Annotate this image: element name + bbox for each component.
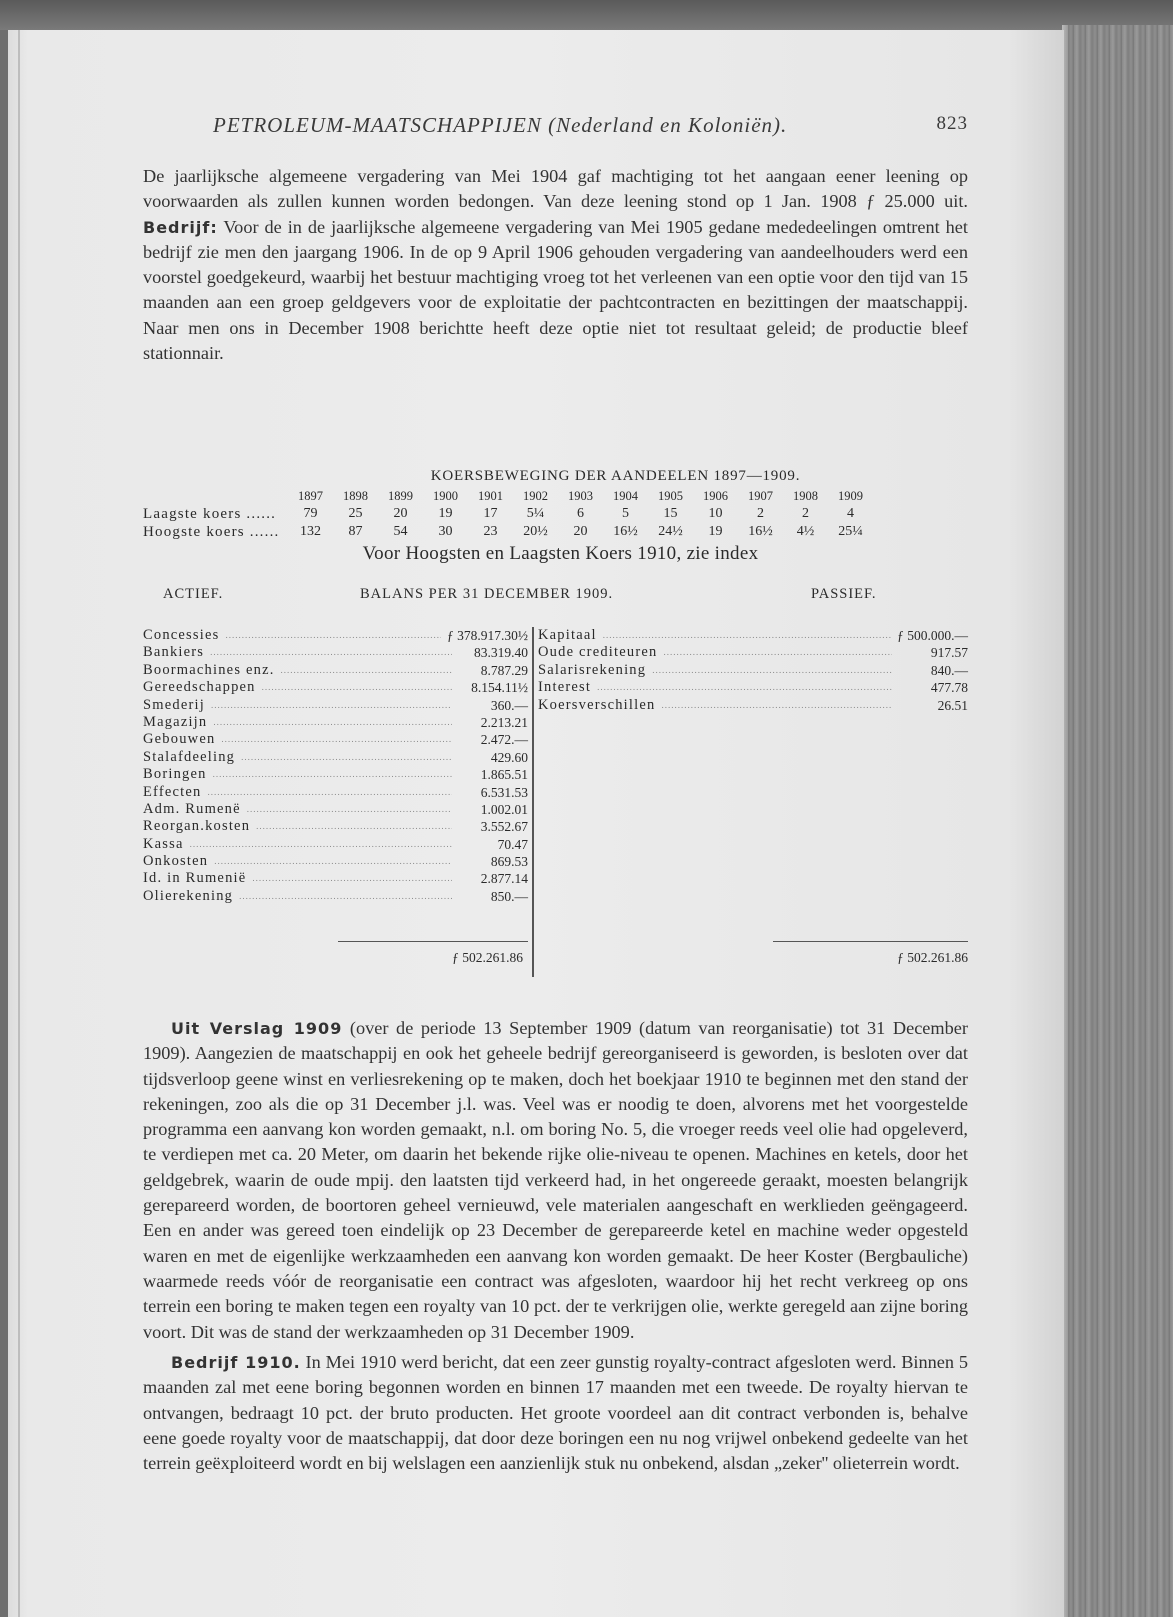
balance-item-value: 3.552.67	[480, 819, 528, 835]
balance-item-label: Gereedschappen	[143, 679, 256, 696]
balance-row	[143, 731, 528, 748]
business-1910-paragraph	[143, 1350, 968, 1476]
balance-item-value: 70.47	[497, 836, 528, 852]
balance-item-label: Stalafdeeling	[143, 748, 236, 765]
leader-dots	[225, 627, 441, 644]
year-header-row	[143, 487, 873, 505]
balance-item-label: Magazijn	[143, 713, 208, 730]
leader-dots	[214, 853, 452, 870]
report-1909-paragraph	[143, 1016, 968, 1345]
balance-row	[538, 662, 968, 679]
leader-dots	[221, 731, 452, 748]
price-cell: 4½	[796, 524, 815, 539]
intro-bold-heading: Bedrijf:	[143, 217, 218, 237]
total-rule-right	[773, 941, 968, 942]
balance-item-value: 6.531.53	[480, 784, 528, 800]
balance-item-label: Kassa	[143, 835, 184, 852]
leader-dots	[247, 801, 452, 818]
balance-item-value: 1.865.51	[480, 767, 528, 783]
column-divider	[532, 627, 534, 977]
balance-row	[143, 801, 528, 818]
balance-row	[143, 888, 528, 905]
balance-item-value: 869.53	[490, 854, 528, 870]
row-label: Laagste koers ......	[143, 505, 277, 522]
year-cell: 1908	[793, 488, 818, 503]
year-cell: 1903	[568, 488, 593, 503]
intro-text-1: De jaarlijksche algemeene vergadering van Mei 1904 gaf machtiging tot het aangaan eener leening op voorwaarden als zullen kunnen worden bedongen. Van deze leening stond op 1 Jan. 1908 ƒ 25.000 uit.	[143, 166, 968, 212]
balance-item-label: Id. in Rumenië	[143, 870, 247, 887]
business-1910-heading: Bedrijf 1910.	[171, 1353, 301, 1372]
leader-dots	[256, 818, 452, 835]
year-cell: 1898	[343, 488, 368, 503]
share-price-note: Voor Hoogsten en Laagsten Koers 1910, zie index	[362, 543, 759, 564]
balance-item-value: 477.78	[930, 680, 968, 696]
balance-row	[143, 749, 528, 766]
balance-item-value: 83.319.40	[474, 645, 528, 661]
price-cell: 17	[483, 506, 498, 521]
year-cell: 1900	[433, 488, 458, 503]
running-title: PETROLEUM-MAATSCHAPPIJEN (Nederland en Koloniën).	[213, 113, 788, 137]
passief-heading: PASSIEF.	[811, 586, 877, 602]
price-cell: 16½	[613, 524, 638, 539]
balance-item-label: Concessies	[143, 627, 220, 643]
share-price-table	[143, 487, 873, 541]
balance-item-label: Onkosten	[143, 853, 209, 870]
balance-item-value: ƒ 500.000.—	[897, 628, 968, 643]
passief-column	[538, 627, 968, 714]
business-1910-text: In Mei 1910 werd bericht, dat een zeer gunstig royalty-contract afgesloten werd. Binnen 5 maanden zal met eene boring begonnen worden en binnen 17 maanden met een tweede. De royalty hiervan te ontvangen, bedraagt 10 pct. der bruto producten. Het groote voordeel aan dit contract verbonden is, behalve eene goede royalty voor de maatschappij, dat door deze boringen een nu nog vrijwel onbekend gedeelte van het terrein geëxploiteerd wordt en bij welslagen een aanzienlijk stuk nu onbekend, alsdan „zeker'' olieterrein wordt.	[143, 1352, 968, 1474]
price-cell: 54	[393, 524, 408, 539]
year-cell: 1901	[478, 488, 503, 503]
balance-item-label: Olierekening	[143, 887, 234, 904]
balance-row	[143, 853, 528, 870]
price-cell: 20½	[523, 524, 548, 539]
year-cell: 1899	[388, 488, 413, 503]
intro-paragraph	[143, 164, 968, 366]
leader-dots	[241, 749, 452, 766]
balance-row	[143, 662, 528, 679]
book-page	[8, 30, 1064, 1617]
balance-item-label: Adm. Rumenë	[143, 800, 241, 817]
balance-item-value: ƒ 378.917.30½	[447, 628, 528, 643]
balance-row	[143, 784, 528, 801]
balance-item-label: Effecten	[143, 783, 202, 800]
share-price-title: KOERSBEWEGING DER AANDEELEN 1897—1909.	[430, 468, 801, 484]
total-actief: ƒ 502.261.86	[452, 950, 523, 965]
leader-dots	[603, 627, 891, 644]
balance-row	[143, 627, 528, 644]
leader-dots	[281, 662, 452, 679]
running-header	[213, 113, 968, 138]
price-cell: 5¼	[526, 506, 545, 521]
leader-dots	[239, 888, 452, 905]
price-cell: 20	[573, 524, 588, 539]
year-cell: 1906	[703, 488, 728, 503]
balance-item-label: Koersverschillen	[538, 696, 656, 713]
leader-dots	[252, 870, 452, 887]
balance-item-value: 360.—	[490, 697, 528, 713]
year-cell: 1902	[523, 488, 548, 503]
balance-item-value: 917.57	[930, 645, 968, 661]
leader-dots	[190, 836, 452, 853]
balance-item-value: 8.787.29	[480, 662, 528, 678]
price-cell: 15	[663, 506, 678, 521]
lowest-price-row	[143, 505, 873, 523]
balance-item-label: Gebouwen	[143, 731, 216, 748]
balance-row	[143, 818, 528, 835]
leader-dots	[211, 697, 452, 714]
row-label: Hoogste koers ......	[143, 523, 280, 540]
balance-item-value: 26.51	[937, 697, 968, 713]
leader-dots	[207, 784, 452, 801]
price-cell: 6	[577, 506, 584, 521]
price-cell: 16½	[748, 524, 773, 539]
balance-item-value: 840.—	[930, 662, 968, 678]
leader-dots	[213, 766, 452, 783]
price-cell: 79	[303, 506, 318, 521]
balance-item-value: 1.002.01	[480, 801, 528, 817]
balance-item-label: Oude crediteuren	[538, 644, 658, 661]
leader-dots	[652, 662, 892, 679]
total-rule-left	[338, 941, 528, 942]
year-cell: 1905	[658, 488, 683, 503]
balance-row	[538, 644, 968, 661]
balance-item-label: Salarisrekening	[538, 661, 647, 678]
leader-dots	[210, 644, 452, 661]
year-cell: 1904	[613, 488, 638, 503]
balance-item-value: 429.60	[490, 749, 528, 765]
page-number: 823	[936, 113, 968, 134]
balance-row	[538, 627, 968, 644]
price-cell: 19	[708, 524, 723, 539]
balance-item-value: 2.472.—	[480, 732, 528, 748]
leader-dots	[213, 714, 452, 731]
price-cell: 5	[622, 506, 629, 521]
price-cell: 132	[300, 524, 321, 539]
scanner-top-edge	[0, 0, 1173, 30]
balance-item-label: Boormachines enz.	[143, 661, 275, 678]
balance-item-label: Interest	[538, 679, 592, 696]
balance-item-label: Smederij	[143, 696, 205, 713]
balance-row	[143, 679, 528, 696]
page-margin-line	[18, 30, 20, 1617]
balance-item-label: Bankiers	[143, 644, 205, 661]
balance-item-label: Boringen	[143, 766, 207, 783]
balance-row	[143, 870, 528, 887]
highest-price-row	[143, 523, 873, 541]
report-1909-heading: Uit Verslag 1909	[171, 1019, 343, 1038]
price-cell: 10	[708, 506, 723, 521]
balance-item-value: 8.154.11½	[471, 680, 528, 696]
balance-row	[143, 714, 528, 731]
price-cell: 25¼	[838, 524, 863, 539]
price-cell: 30	[438, 524, 453, 539]
balance-item-label: Reorgan.kosten	[143, 818, 251, 835]
price-cell: 25	[348, 506, 363, 521]
actief-column	[143, 627, 528, 905]
balance-row	[538, 697, 968, 714]
price-cell: 19	[438, 506, 453, 521]
price-cell: 24½	[658, 524, 683, 539]
report-1909-text: (over de periode 13 September 1909 (datum van reorganisatie) tot 31 December 1909). Aangezien de maatschappij en ook het geheele bedrijf gereorganiseerd is geworden, is besloten over dat tijdsverloop geene winst en verliesrekening op te maken, doch het boekjaar 1910 te beginnen met den stand der rekeningen, zoo als die op 31 December j.l. was. Veel was er noodig te doen, alvorens met het voorgestelde programma een aanvang kon worden gemaakt, n.l. om boring No. 5, die vroeger reeds veel olie had opgeleverd, te verdiepen met ca. 20 Meter, om daarin het bekende rijke olie-niveau te openen. Machines en ketels, door het geldgebrek, waarin de oude mpij. den laatsten tijd verkeerd had, in het ongereede geraakt, moesten belangrijk gerepareerd worden, de boortoren geheel vernieuwd, vele materialen aangeschaft en werklieden geëngageerd. Een en ander was gereed toen eindelijk op 23 December de gerepareerde ketel en machine weder opgesteld waren en met de eigenlijke werkzaamheden een aanvang kon worden gemaakt. De heer Koster (Bergbauliche) waarmede reeds vóór de reorganisatie een contract was afgesloten, waardoor hij het recht verkreeg op ons terrein een boring te maken tegen een royalty van 10 pct. der te verkrijgen olie, werkte geregeld aan zijne boring voort. Dit was de stand der werkzaamheden op 31 December 1909.	[143, 1018, 968, 1342]
price-cell: 20	[393, 506, 408, 521]
year-cell: 1909	[838, 488, 863, 503]
balance-row	[143, 644, 528, 661]
balance-item-value: 850.—	[490, 888, 528, 904]
share-price-section	[143, 468, 968, 565]
leader-dots	[663, 644, 892, 661]
price-cell: 23	[483, 524, 498, 539]
book-page-edges	[1062, 25, 1173, 1617]
actief-heading: ACTIEF.	[163, 586, 224, 602]
balance-title: BALANS PER 31 DECEMBER 1909.	[360, 586, 614, 602]
balance-row	[143, 697, 528, 714]
balance-row	[143, 836, 528, 853]
balance-item-value: 2.213.21	[480, 714, 528, 730]
price-cell: 4	[847, 506, 854, 521]
leader-dots	[661, 697, 892, 714]
balance-row	[143, 766, 528, 783]
year-cell: 1897	[298, 488, 323, 503]
price-cell: 2	[757, 506, 764, 521]
price-cell: 87	[348, 524, 363, 539]
leader-dots	[262, 679, 452, 696]
intro-text-2: Voor de in de jaarlijksche algemeene vergadering van Mei 1905 gedane mededeelingen omtrent het bedrijf zie men den jaargang 1906. In de op 9 April 1906 gehouden vergadering van aandeelhouders werd een voorstel goedgekeurd, waarbij het bestuur machtiging vroeg tot het verleenen van een optie voor den tijd van 15 maanden aan een groep geldgevers voor de exploitatie der pachtcontracten en bezittingen der maatschappij. Naar men ons in December 1908 berichtte heeft deze optie niet tot resultaat geleid; de productie bleef stationnair.	[143, 216, 968, 364]
balance-item-value: 2.877.14	[480, 871, 528, 887]
balance-row	[538, 679, 968, 696]
year-cell: 1907	[748, 488, 773, 503]
leader-dots	[597, 679, 892, 696]
total-passief: ƒ 502.261.86	[897, 950, 968, 965]
price-cell: 2	[802, 506, 809, 521]
balance-item-label: Kapitaal	[538, 627, 597, 643]
